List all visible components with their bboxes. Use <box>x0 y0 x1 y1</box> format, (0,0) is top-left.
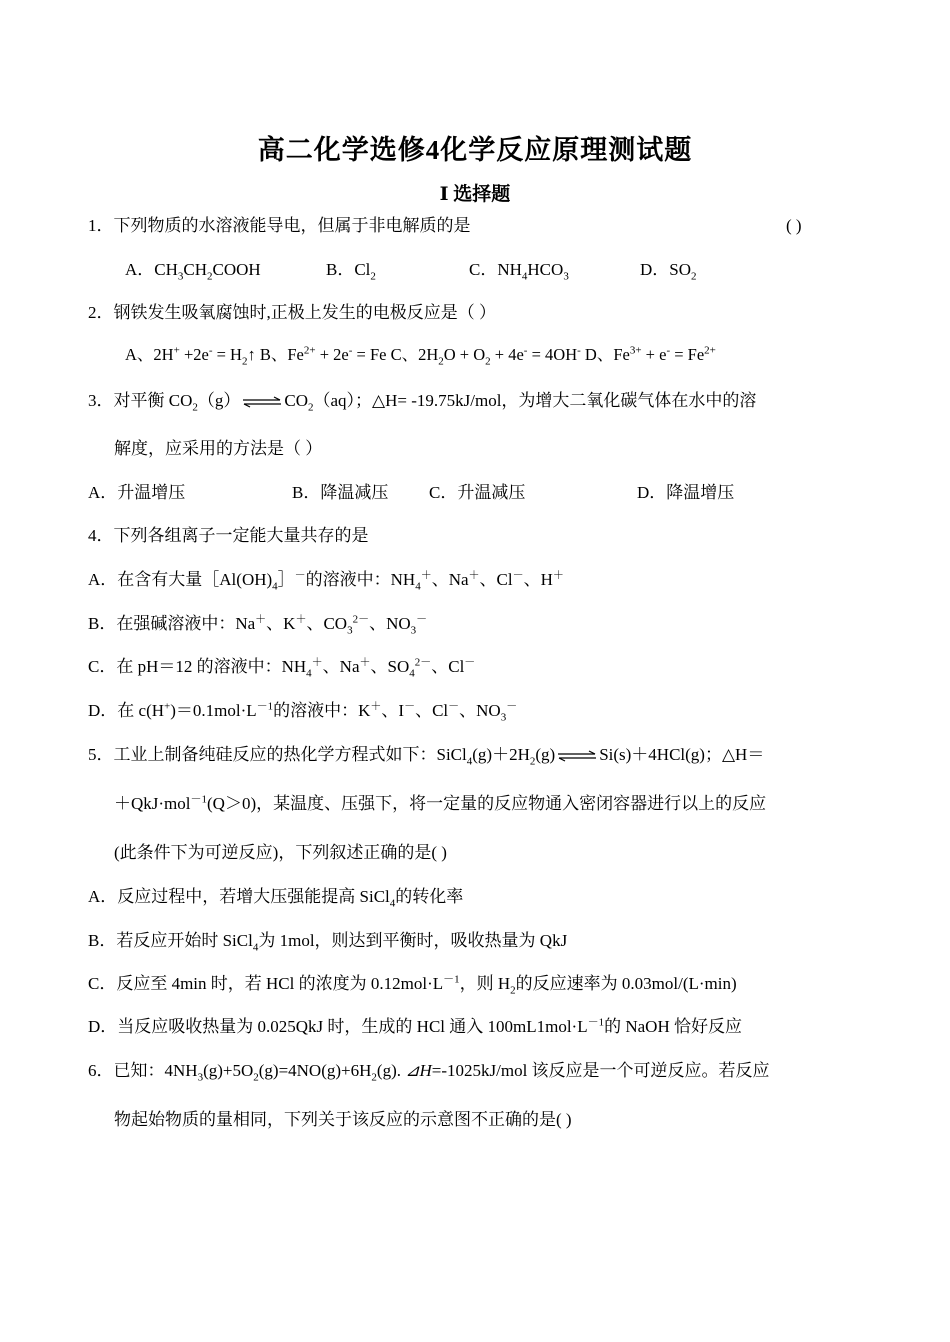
q5-stem-line3: (此条件下为可逆反应)，下列叙述正确的是( ) <box>114 843 447 862</box>
q1-option-b: B．$Cl_2$ <box>326 260 376 283</box>
q3-stem-line2: 解度，应采用的方法是（ ） <box>114 439 323 458</box>
q5-option-d: D．当反应吸收热量为 0.025QkJ 时，生成的 HCl 通入 $100mL1mol\cdot L^{-1}$的 NaOH 恰好反应 <box>88 1016 742 1036</box>
q3-option-b: B．降温减压 <box>292 483 389 502</box>
q2-stem: 2．钢铁发生吸氧腐蚀时,正极上发生的电极反应是（ ） <box>88 303 496 322</box>
q4-option-b: B．在强碱溶液中：Na＋、K＋、$CO_3^{2-}$、$NO_3^-$ <box>88 613 428 637</box>
q3-stem-line1: 3．对平衡 $CO_2(g)$ $CO_2(aq)$；△H= -19.75kJ/mol，为增大二氧化碳气体在水中的溶 <box>88 391 757 414</box>
q6-stem-line1: 6．已知：$4NH_3(g)+5O_2(g)=4NO(g)+6H_2(g)$. ⊿H=-1025kJ/mol 该反应是一个可逆反应。若反应 <box>88 1061 770 1084</box>
equilibrium-arrow-icon <box>242 396 282 408</box>
page-title: 高二化学选修4化学反应原理测试题 <box>257 135 693 165</box>
q1-option-c: C．$NH_4HCO_3$ <box>469 260 569 283</box>
q4-stem: 4．下列各组离子一定能大量共存的是 <box>88 526 369 545</box>
q6-stem-line2: 物起始物质的量相同，下列关于该反应的示意图不正确的是( ) <box>114 1110 572 1129</box>
q5-option-c: C．反应至 4min 时，若 HCl 的浓度为 $0.12mol\cdot L^{-1}$，则 $H_2$的反应速率为 0.03mol/(L·min) <box>88 973 737 997</box>
q5-stem-line2: ＋QkJ·mol$^{-1}$(Q＞0)，某温度、压强下，将一定量的反应物通入密闭容器进行以上的反应 <box>114 793 767 813</box>
q3-option-a: A．升温增压 <box>88 483 186 502</box>
q4-option-c: C．在 pH＝12 的溶液中：$NH_4^+$、Na＋、$SO_4^{2-}$、Cl－ <box>88 656 476 680</box>
q5-stem-line1: 5．工业上制备纯硅反应的热化学方程式如下：$SiCl_4(g)+2H_2(g)$ Si(s)＋4HCl(g)；△H＝ <box>88 745 765 768</box>
q3-option-d: D．降温增压 <box>637 483 735 502</box>
q4-option-a: A．在含有大量$[Al(OH)_4]^-$的溶液中：$NH_4^+$、Na＋、Cl－、H＋ <box>88 569 564 593</box>
q2-options: A、$2H^+ +2e^- = H_2↑$ B、$Fe^{2+} + 2e^- = Fe$ C、$2H_2O + O_2 + 4e^- = 4OH^-$ D、$Fe^{3+} + e^- = Fe^{2+}$ <box>125 344 716 368</box>
q5-option-b: B．若反应开始时 SiCl$_4$为 1mol，则达到平衡时，吸收热量为 QkJ <box>88 931 568 954</box>
q1-answer-bracket: ( ) <box>786 216 802 235</box>
q1-stem: 1．下列物质的水溶液能导电，但属于非电解质的是 <box>88 216 471 235</box>
q1-option-d: D．$SO_2$ <box>640 260 697 283</box>
q1-option-a: A．$CH_3CH_2COOH$ <box>125 260 261 283</box>
section-heading: Ⅰ 选择题 <box>439 184 511 205</box>
q5-option-a: A．反应过程中，若增大压强能提高 SiCl$_4$的转化率 <box>88 887 464 910</box>
equilibrium-arrow-icon <box>557 750 597 762</box>
q4-option-d: D．在 $c(H^+)=0.1mol\cdot L^{-1}$的溶液中：K＋、I－、Cl－、$NO_3^-$ <box>88 700 518 724</box>
q3-option-c: C．升温减压 <box>429 483 526 502</box>
